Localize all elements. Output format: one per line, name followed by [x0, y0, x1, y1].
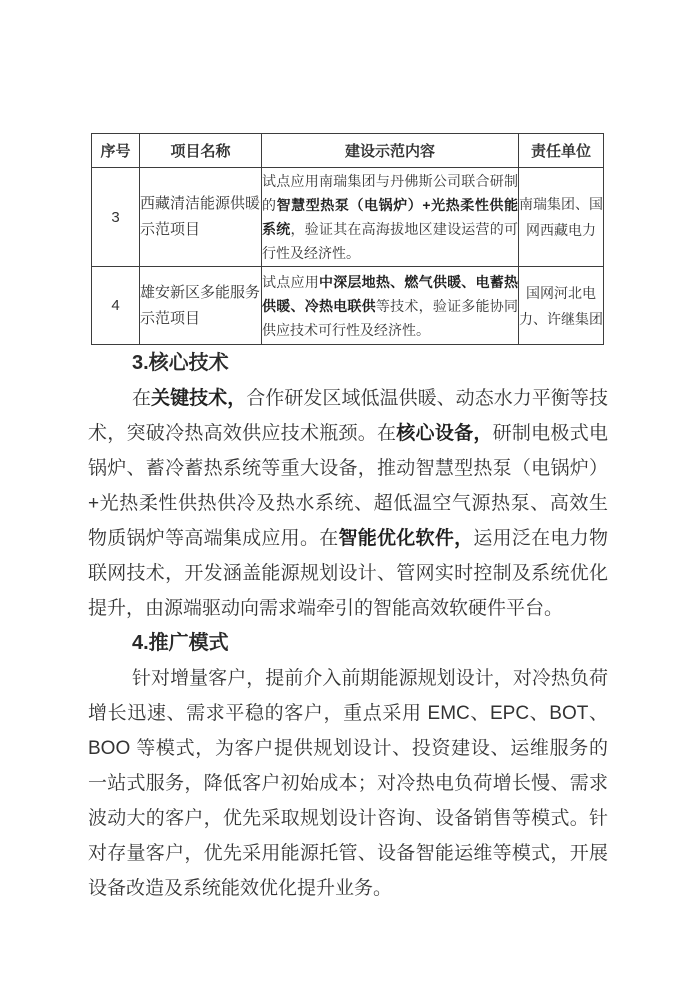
row4-content: 试点应用中深层地热、燃气供暖、电蓄热供暖、冷热电联供等技术，验证多能协同供应技术可行性及经济性。 — [262, 267, 519, 345]
row3-responsible-unit: 南瑞集团、国网西藏电力 — [519, 168, 604, 267]
header-cell-name: 项目名称 — [140, 134, 262, 168]
table-row-project-3 — [92, 168, 604, 267]
body-text-block — [88, 346, 608, 906]
row4-responsible-unit: 国网河北电力、许继集团 — [519, 267, 604, 345]
paragraph-promotion-mode: 针对增量客户，提前介入前期能源规划设计，对冷热负荷增长迅速、需求平稳的客户，重点采用 EMC、EPC、BOT、BOO 等模式，为客户提供规划设计、投资建设、运维服务的一站式服务，降低客户初始成本；对冷热电负荷增长慢、需求波动大的客户，优先采取规划设计咨询、设备销售等模式。针对存量客户，优先采用能源托管、设备智能运维等模式，开展设备改造及系统能效优化提升业务。 — [88, 668, 608, 899]
header-cell-no: 序号 — [92, 134, 140, 168]
paragraph-core-tech: 在关键技术，合作研发区域低温供暖、动态水力平衡等技术，突破冷热高效供应技术瓶颈。在核心设备，研制电极式电锅炉、蓄冷蓄热系统等重大设备，推动智慧型热泵（电锅炉）+光热柔性供热供冷及热水系统、超低温空气源热泵、高效生物质锅炉等高端集成应用。在智能优化软件，运用泛在电力物联网技术，开发涵盖能源规划设计、管网实时控制及系统优化提升，由源端驱动向需求端牵引的智能高效软硬件平台。 — [88, 388, 608, 619]
table-header-row — [92, 134, 604, 168]
row3-number: 3 — [92, 168, 140, 267]
row3-content: 试点应用南瑞集团与丹佛斯公司联合研制的智慧型热泵（电锅炉）+光热柔性供能系统，验证其在高海拔地区建设运营的可行性及经济性。 — [262, 168, 519, 267]
row3-project-name: 西藏清洁能源供暖示范项目 — [140, 168, 262, 267]
header-cell-content: 建设示范内容 — [262, 134, 519, 168]
section-heading-promotion-mode: 4.推广模式 — [132, 632, 229, 654]
demo-projects-table — [91, 133, 604, 345]
section-heading-core-tech: 3.核心技术 — [132, 352, 229, 374]
table-row-project-4 — [92, 267, 604, 345]
row4-project-name: 雄安新区多能服务示范项目 — [140, 267, 262, 345]
header-cell-unit: 责任单位 — [519, 134, 604, 168]
row4-number: 4 — [92, 267, 140, 345]
